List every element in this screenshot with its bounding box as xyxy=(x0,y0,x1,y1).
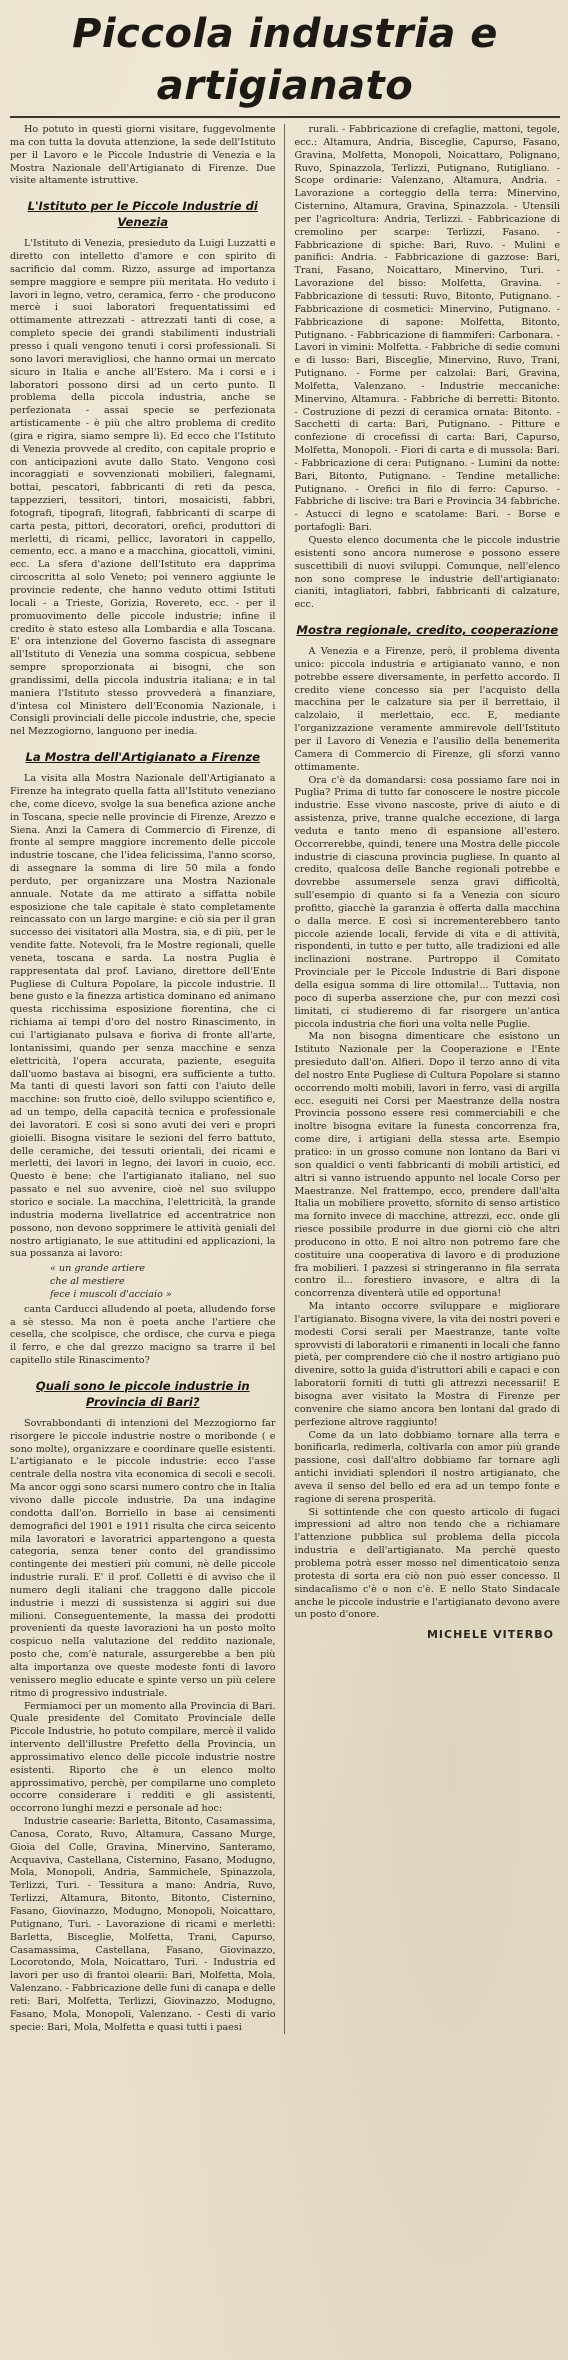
paragraph: Ho potuto in questi giorni visitare, fuggevolmente ma con tutta la dovuta attenzione, la sede dell'Istituto per il Lavoro e le Piccole Industrie di Venezia e la Mostra Nazionale dell'Artigianato di Firenze. Due visite altamente istruttive. xyxy=(10,124,276,187)
author-signature: MICHELE VITERBO xyxy=(426,1628,554,1642)
paragraph: Ma non bisogna dimenticare che esistono un Istituto Nazionale per la Cooperazione e l'Ente presieduto dall'on. Alfieri. Dopo il terzo anno di vita del nostro Ente Pugliese di Cultura Popolare si stanno occorrendo molti mobili, lavori in ferro, vasi di argilla ecc. eseguiti nei Corsi per Maestranze della nostra Provincia possono essere resi commerciabili e che inoltre bisogna evitare la funesta concorrenza fra, come dire, i artigiani della stessa arte. Esempio pratico: in un grosso comune non lontano da Bari vi son qualdici o venti fabbricanti di mobili artistici, ed altri si vanno istruendo appunto nel locale Corso per Maestranze. Nel frattempo, ecco, prendere dall'alta Italia un mobiliere provetto, sfornito di senso artistico ma fornito invece di macchine, attrezzi, ecc. onde gli riesce possibile produrre in due giorni ciò che altri producono in otto. E noi altro non potremo fare che costituire una cooperativa di lavoro e di produzione fra mobilieri. I pazzesi si stringeranno in fila serrata contro il... forestiero invasore, e altra di la concorrenza diventerà utile ed opportuna! xyxy=(294,1031,560,1300)
paragraph: Questo elenco documenta che le piccole industrie esistenti sono ancora numerose e possono essere suscettibili di nuovi sviluppi. Comunque, nell'elenco non sono comprese le industrie dell'artigianato: cianiti, intagliatori, fabbri, fabbricanti di calzature, ecc. xyxy=(294,535,560,611)
paragraph: La visita alla Mostra Nazionale dell'Artigianato a Firenze ha integrato quella fatta all'Istituto veneziano che, come dicevo, svolge la sua benefica azione anche in Toscana, specie nelle provincie di Firenze, Arezzo e Siena. Anzi la Camera di Commercio di Firenze, di fronte al sempre maggiore incremento delle piccole industrie toscane, che l'idea felicissima, l'anno scorso, di assegnare la somma di lire 50 mila a fondo perduto, per organizzare una Mostra Nazionale annuale. Notate da me attirato a siffatta nobile esposizione che tale capitale è stato completamente reincassato con un largo margine: e ciò sia per il gran successo dei visitatori alla Mostra, sia, e di più, per le vendite fatte. Notevoli, fra le Mostre regionali, quelle veneta, toscana e sarda. La nostra Puglia è rappresentata dal prof. Laviano, direttore dell'Ente Pugliese di Cultura Popolare, la piccole industrie. Il bene gusto e la finezza artistica dominano ed animano questa ricchissima esposizione fiorentina, che ci richiama ai tempi d'oro del nostro Rinascimento, in cui l'artigianato pulsava e fioriva di fronte all'arte, lontanissimi, quando per senza macchine e senza elettricità, l'opera accurata, paziente, eseguita dall'uomo bastava ai bisogni, era sufficiente a tutto. Ma tanti di questi lavori son fatti con l'aiuto delle macchine: son frutto cioè, dello sviluppo scientifico e, ad un tempo, della capacità tecnica e professionale dei lavoratori. E così si sono avuti dei veri e propri gioielli. Bisogna visitare le sezioni del ferro battuto, delle ceramiche, dei tessuti orientali, dei ricami e merletti, dei lavori in legno, dei lavori in cuoio, ecc. Questo è bene: che l'artigianato italiano, nel suo passato e nel suo avvenire, cioè nel suo sviluppo storico e sociale. La macchina, l'elettricità, la grande industria moderna livellatrice ed accentratrice non possono, non devono sopprimere le attività geniali del nostro artigianato, le sue attitudini ed applicazioni, la sua possanza ai lavoro: xyxy=(10,773,276,1260)
paragraph: L'Istituto di Venezia, presieduto da Luigi Luzzatti e diretto con intelletto d'amore e con spirito di sacrificio dal comm. Rizzo, assurge ad importanza sempre maggiore e sempre più meritata. Ho veduto i lavori in legno, vetro, ceramica, ferro - che producono mercè i suoi laboratori frequentatissimi ed ottimamente attrezzati - attrezzati tanti di cose, a completo specie dei grandi stabilimenti industriali presso i quali vengono tenuti i corsi professionali. Si sono lavori meravigliosi, che hanno ormai un mercato sicuro in Italia e anche all'Estero. Ma i corsi e i laboratori possono dirsi ad un certo punto. Il problema della piccola industria, anche se perfezionata - assai specie se perfezionata artisticamente - è più che altro problema di credito (gira e rigira, siamo sempre lì). Ed ecco che l'Istituto di Venezia provvede al credito, con capitale proprio e con anticipazioni avute dallo Stato. Vengono così incoraggiati e sovvenzionati mobilieri, falegnami, bottai, pescatori, fabbricanti di reti da pesca, tappezzieri, tessitori, tintori, mosaicisti, fabbri, fotografi, tipografi, litografi, fabbricanti di scarpe di carta pesta, pittori, decoratori, orefici, produttori di merletti, di ricami, pellicc, lavoratori in cappello, cemento, ecc. a mano e a macchina, giocattoli, vimini, ecc. La sfera d'azione dell'Istituto era dapprima circoscritta al solo Veneto; poi vennero aggiunte le provincie redente, che hanno veduto ottimi Istituti locali - a Trieste, Gorizia, Rovereto, ecc. - per il promuovimento delle piccole industrie; infine il credito è stato esteso alla Lombardia e alla Toscana. E' ora intenzione del Governo fascista di assegnare all'Istituto di Venezia una somma cospicua, sebbene sempre sproporzionata ai bisogni, che son grandissimi, della piccola industria italiana; e in tal maniera l'Istituto stesso provvederà a finanziare, d'intesa col Ministero dell'Economia Nazionale, i Consigli provinciali delle piccole industrie, che, specie nel Mezzogiorno, languono per inedia. xyxy=(10,238,276,738)
paragraph: A Venezia e a Firenze, però, il problema diventa unico: piccola industria e artigianato vanno, e non potrebbe essere diversamente, in perfetto accordo. Il credito viene concesso sia per l'acquisto della macchina per le calzature sia per il berrettaio, il calzolaio, il merlettaio, ecc. E, mediante l'organizzazione veramente ammirevole dell'Istituto per il Lavoro di Venezia e l'ausilio della benemerita Camera di Commercio di Firenze, gli sforzi vanno ottimamente. xyxy=(294,646,560,773)
subhead-bari: Quali sono le piccole industrie in Provincia di Bari? xyxy=(35,1378,250,1409)
paragraph: Ora c'è da domandarsi: cosa possiamo fare noi in Puglia? Prima di tutto far conoscere le nostre piccole industrie. Esse vivono nascoste, prive di aiuto e di assistenza, prive, tranne qualche eccezione, di larga veduta e tanto meno di espansione all'estero. Occorrerebbe, quindi, tenere una Mostra delle piccole industrie di ciascuna provincia pugliese. In quanto al credito, qualcosa delle Banche regionali potrebbe e dovrebbe assumersele senza gravi difficoltà, sull'esempio di quanto si fa a Venezia con sicuro profitto, giacchè la garanzia è offerta dalla macchina o dalla merce. E così si incrementerebbero tanto piccole aziende locali, fervide di vita e di attività, rispondenti, in tutto e per tutto, alle tradizioni ed alle inclinazioni nostrane. Purtroppo il Comitato Provinciale per le Piccole Industrie di Bari dispone della esigua somma di lire ottomila!... Tuttavia, non poco di superba asserzione che, pur con mezzi così limitati, ci studieremo di far risorgere un'antica piccola industria che fiorì una volta nelle Puglie. xyxy=(294,774,560,1030)
left-column xyxy=(10,124,285,2034)
subhead-venezia: L'Istituto per le Piccole Industrie di Venezia xyxy=(27,199,258,230)
article-headline: Piccola industria e artigianato xyxy=(10,8,560,118)
right-column xyxy=(293,124,561,2034)
paragraph: Industrie casearie: Barletta, Bitonto, Casamassima, Canosa, Corato, Ruvo, Altamura, Cassano Murge, Gioia del Colle, Gravina, Minervino, Santeramo, Acquaviva, Castellana, Cisternino, Fasano, Modugno, Mola, Monopoli, Andria, Sammichele, Spinazzola, Terlizzi, Turi. - Tessitura a mano: Andria, Ruvo, Terlizzi, Altamura, Bitonto, Bitonto, Cisternino, Fasano, Giovinazzo, Modugno, Monopoli, Noicattaro, Putignano, Turi. - Lavorazione di ricami e merletti: Barletta, Bisceglie, Molfetta, Trani, Capurso, Casamassima, Castellana, Fasano, Giovinazzo, Locorotondo, Mola, Noicattaro, Turi. - Industria ed lavori per uso di frantoi olearii: Bari, Molfetta, Mola, Valenzano. - Fabbricazione delle funi di canapa e delle reti: Bari, Molfetta, Terlizzi, Giovinazzo, Modugno, Fasano, Mola, Monopoli, Valenzano. - Cesti di vario specie: Bari, Mola, Molfetta e quasi tutti i paesi xyxy=(10,1816,276,2033)
poem-line: che al mestiere xyxy=(50,1276,125,1288)
subhead-mostra-regionale: Mostra regionale, credito, cooperazione xyxy=(296,623,559,638)
paragraph: Ma intanto occorre sviluppare e migliorare l'artigianato. Bisogna vivere, la vita dei nostri poveri e modesti Corsi serali per Maestranze, tante volte sprovvisti di laboratorii e rimanenti in locali che fanno pietà, per comprendere ciò che il nostro artigiano può divenire, sotto la guida d'istruttori abili e capaci e con laboratorii forniti di tutti gli attrezzi necessarii! E bisogna aver visitato la Mostra di Firenze per convenire che siamo ancora ben lontani dal grado di perfezione altrove raggiunto! xyxy=(294,1301,560,1428)
poem-line: fece i muscoli d'acciaio » xyxy=(50,1288,172,1300)
paragraph: canta Carducci alludendo al poeta, alludendo forse a sè stesso. Ma non è poeta anche l'artiere che cesella, che scolpisce, che ordisce, che curva e piega il ferro, e che dal grezzo macigno sa trarre il bel capitello stile Rinascimento? xyxy=(10,1303,276,1367)
poem-line: « un grande artiere xyxy=(50,1263,145,1275)
paragraph: Fermiamoci per un momento alla Provincia di Bari. Quale presidente del Comitato Provinciale delle Piccole Industrie, ho potuto compilare, mercè il valido intervento dell'illustre Prefetto della Provincia, un approssimativo elenco delle piccole industrie nostre esistenti. Riporto che è un elenco molto approssimativo, perchè, per compilarne uno completo occorre considerare i redditi e gli assistenti, occorrono lunghi mezzi e personale ad hoc: xyxy=(10,1700,276,1815)
paragraph: rurali. - Fabbricazione di crefaglie, mattoni, tegole, ecc.: Altamura, Andria, Bisceglie, Capurso, Fasano, Gravina, Molfetta, Monopoli, Noicattaro, Polignano, Ruvo, Spinazzola, Terlizzi, Putignano, Rutigliano. - Scope ordinarie: Valenzano, Altamura, Andria. - Lavorazione a corteggio della terra: Minervino, Cisternino, Altamura, Gravina, Spinazzola. - Utensili per l'agricoltura: Andria, Terlizzi. - Fabbricazione di cremolino per scarpe: Terlizzi, Fasano. - Fabbricazione di spiche: Bari, Ruvo. - Mulini e panifici: Andria. - Fabbricazione di gazzose: Bari, Trani, Fasano, Noicattaro, Minervino, Turi. - Lavorazione del bisso: Molfetta, Gravina. - Fabbricazione di tessuti: Ruvo, Bitonto, Putignano. - Fabbricazione di cosmetici: Minervino, Putignano. - Fabbricazione di sapone: Molfetta, Bitonto, Putignano. - Fabbricazione di fiammiferi: Carbonara. - Lavori in vimini: Molfetta. - Fabbriche di sedie comuni e di lusso: Bari, Bisceglie, Minervino, Ruvo, Trani, Putignano. - Forme per calzolai: Bari, Gravina, Molfetta, Valenzano. - Industrie meccaniche: Minervino, Altamura. - Fabbriche di berretti: Bitonto. - Costruzione di pezzi di ceramica ornata: Bitonto. - Sacchetti di carta: Bari, Putignano. - Pitture e confezione di crocefissi di carta: Bari, Capurso, Molfetta, Monopoli. - Fiori di carta e di mussola: Bari. - Fabbricazione di cera: Putignano. - Lumini da notte: Bari, Bitonto, Putignano. - Tendine metalliche: Putignano. - Orefici in filo di ferro: Capurso. - Fabbriche di liscive: tra Bari e Provincia 34 fabbriche. - Astucci di legno e scatolame: Bari. - Borse e portafogli: Bari. xyxy=(294,124,560,534)
paragraph: Si sottintende che con questo articolo di fugaci impressioni ad altro non tendo che a richiamare l'attenzione pubblica sul problema della piccola industria e dell'artigianato. Ma perchè questo problema potrà esser mosso nel dimenticatoio senza protesta di sorta era ciò non può esser concesso. Il sindacalismo c'è o non c'è. E nello Stato Sindacale anche le piccole industrie e l'artigianato devono avere un posto d'onore. xyxy=(294,1506,560,1621)
paragraph: Sovrabbondanti di intenzioni del Mezzogiorno far risorgere le piccole industrie nostre o moribonde ( e sono molte), organizzare e coordinare quelle esistenti. L'artigianato e le piccole industrie: ecco l'asse centrale della nostra vita economica di secoli e secoli. Ma ancor oggi sono scarsi numero contro che in Italia vivono dalle piccole industrie. Da una indagine condotta dall'on. Borriello in base ai censimenti demografici del 1901 e 1911 risulta che circa seicento mila lavoratori e lavoratrici appartengono a questa categoria, senza tener conto del grandissimo contingente dei mestieri più comuni, nè delle piccole industrie rurali. E' il prof. Colletti è di avviso che il numero degli italiani che traggono dalle piccole industrie i mezzi di sussistenza si aggiri sui due milioni. Conseguentemente, la massa dei prodotti provenienti da queste lavorazioni ha un posto molto cospicuo nella valutazione del reddito nazionale, posto che, com'è naturale, assurgerebbe a ben più alta importanza ove queste modeste fonti di lavoro venissero meglio educate e spinte verso un più celere ritmo di progressivo industriale. xyxy=(10,1417,276,1699)
subhead-firenze: La Mostra dell'Artigianato a Firenze xyxy=(25,750,261,765)
article-columns xyxy=(10,124,560,2034)
paragraph: Come da un lato dobbiamo tornare alla terra e bonificarla, redimerla, coltivarla con amor più grande passione, così dall'altro dobbiamo far tornare agli antichi invidiati splendori il nostro artigianato, che aveva il senso del bello ed era ad un tempo fonte e ragione di serena prosperità. xyxy=(294,1429,560,1505)
poem-quote xyxy=(50,1263,276,1302)
